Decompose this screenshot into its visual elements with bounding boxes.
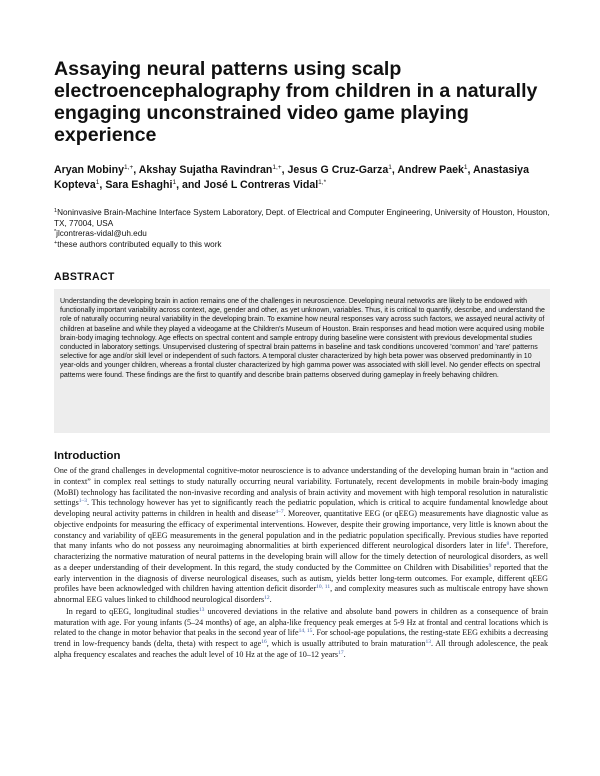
citation[interactable]: 12 (264, 595, 270, 601)
author-affiliation-mark: 1,+ (124, 164, 134, 171)
author-affiliation-mark: 1 (95, 178, 100, 186)
affiliation-line (54, 229, 554, 240)
affiliation-mark: + (54, 239, 58, 246)
author-separator: , (391, 164, 398, 176)
affiliation-text: jlcontreras-vidal@uh.edu (56, 229, 147, 239)
affiliation-text: these authors contributed equally to this work (57, 239, 222, 249)
intro-paragraph-2: In regard to qEEG, longitudinal studies$^{13}$ uncovered deviations in the relative and absolute band powers in children as a consequence of brain maturation with age. For young infants (5–24 months) of age, an alpha-like frequency peak emerges at 5-9 Hz at frontal and central locations which is related to the change in motor behavior that peaks in the second year of life$^{14, 15}$. For school-age populations, the resting-state EEG exhibits a decreasing trend in low-frequency bands (delta, theta) with respect to age$^{16}$, which is usually attributed to brain maturation$^{13}$. All through adolescence, the peak alpha frequency escalates and reaches the adult level of 10 Hz at the age of 10–12 years$^{17}$. (54, 606, 549, 659)
author-separator: , (467, 164, 474, 176)
abstract-text: Understanding the developing brain in action remains one of the challenges in neuroscience. Developing neural networks are likely to be endowed with functionally important variability across context, age, gender and other, as yet unknown, variables. Thus, it is critical to quantify, describe, and understand the role of naturally occurring neural variability in the developing brain. To examine how neural responses vary across such factors, we assayed neural activity of children at baseline and while they played a videogame at the Children's Museum of Houston. Brain responses and head motion were acquired using mobile brain-body imaging technology. Age effects on spectral content and sample entropy during baseline were consistent with previous developmental studies conducted in laboratory settings. Unsupervised clustering of spectral brain patterns in baseline and task conditions uncovered 'common' and 'rare' patterns selective for age and/or skill level or independent of such factors. A temporal cluster characterized by high beta power was observed predominantly in 10 year-olds and younger children, whereas a frontal cluster characterized by high gamma power was associated with skill level. No gender effects on spectral patterns were found. These findings are the first to quantify and describe brain patterns observed during gameplay in freely behaving children. (60, 298, 545, 379)
affiliation-line (54, 208, 554, 229)
author-affiliation-mark: 1 (463, 164, 468, 171)
citation[interactable]: 13 (198, 606, 205, 613)
citation[interactable]: 1–3 (78, 498, 87, 505)
author-separator: , and (176, 178, 204, 191)
affiliation-text: Noninvasive Brain-Machine Interface System Laboratory, Dept. of Electrical and Computer Engineering, University of Houston, Houston, TX, 77004, USA (54, 208, 550, 228)
author-name: Aryan Mobiny (54, 164, 125, 176)
citation[interactable]: 14, 15 (298, 628, 313, 635)
citation[interactable]: 17 (338, 649, 344, 656)
author-affiliation-mark: 1,* (318, 178, 327, 186)
author-list (54, 163, 554, 192)
affiliations (54, 208, 554, 250)
citation[interactable]: 10, 11 (316, 584, 331, 591)
introduction-heading: Introduction (54, 450, 121, 462)
author-affiliation-mark: 1 (388, 164, 392, 171)
citation[interactable]: 16 (261, 639, 267, 645)
author-name: Jesus G Cruz-Garza (287, 164, 389, 176)
author-separator: , (281, 164, 288, 176)
author-separator: , (133, 164, 139, 176)
introduction-body (54, 466, 548, 661)
citation[interactable]: 4–7 (275, 509, 284, 515)
author-separator: , (99, 178, 106, 191)
citation[interactable]: 8 (506, 541, 510, 548)
affiliation-mark: 1 (54, 208, 58, 214)
author-name: José L Contreras Vidal (203, 178, 319, 191)
author-name: Anastasiya Kopteva (54, 164, 529, 191)
citation[interactable]: 13 (425, 639, 431, 645)
affiliation-mark: * (54, 229, 57, 236)
affiliation-line (54, 240, 554, 251)
intro-paragraph-1: One of the grand challenges in developmental cognitive-motor neuroscience is to advance understanding of the developing human brain in “action and in context” in complex real settings to study naturally occurring neural variability. Fortunately, recent developments in mobile brain-body imaging (MoBI) technology has facilitated the non-invasive recording and analysis of brain activity and movement with high temporal resolution in naturalistic settings$^{1-3}$. This technology however has yet to significantly reach the pediatric population, which is critical to acquire fundamental knowledge about developing neural activity patterns in children in health and disease$^{4-7}$. Moreover, quantitative EEG (or qEEG) measurements have diagnostic value as objective endpoints for measuring the efficacy of experimental interventions. However, despite their growing importance, very little is known about the constancy and variability of qEEG measurements in the general population and in the pediatric population specifically. Previous studies have reported that many infants who do not possess any neuroimaging abnormalities at birth experienced different neurological disorders later in life$^8$. Therefore, characterizing the normative maturation of neural patterns in the developing brain will allow for the timely detection of neurological disorders, as well as a deeper understanding of their development. In this regard, the study conducted by the Committee on Children with Disabilities$^9$ reported that the early intervention in the diagnosis of diverse neurological diseases, such as autism, yields better long-term outcomes. For example, different qEEG profiles have been acknowledged with children having attention deficit disorder$^{10, 11}$, and complexity measures such as multiscale entropy have shown abnormal EEG values linked to childhood neurological disorders$^{12}$. (54, 466, 549, 604)
citation[interactable]: 9 (488, 562, 492, 569)
author-name: Andrew Paek (397, 164, 464, 176)
author-affiliation-mark: 1,+ (272, 164, 282, 171)
author-name: Akshay Sujatha Ravindran (138, 164, 273, 176)
author-affiliation-mark: 1 (172, 178, 177, 186)
paper-title: Assaying neural patterns using scalp electroencephalography from children in a naturally engaging unconstrained video game playing experience (54, 58, 538, 146)
author-name: Sara Eshaghi (105, 178, 173, 191)
abstract-heading: ABSTRACT (54, 271, 115, 283)
